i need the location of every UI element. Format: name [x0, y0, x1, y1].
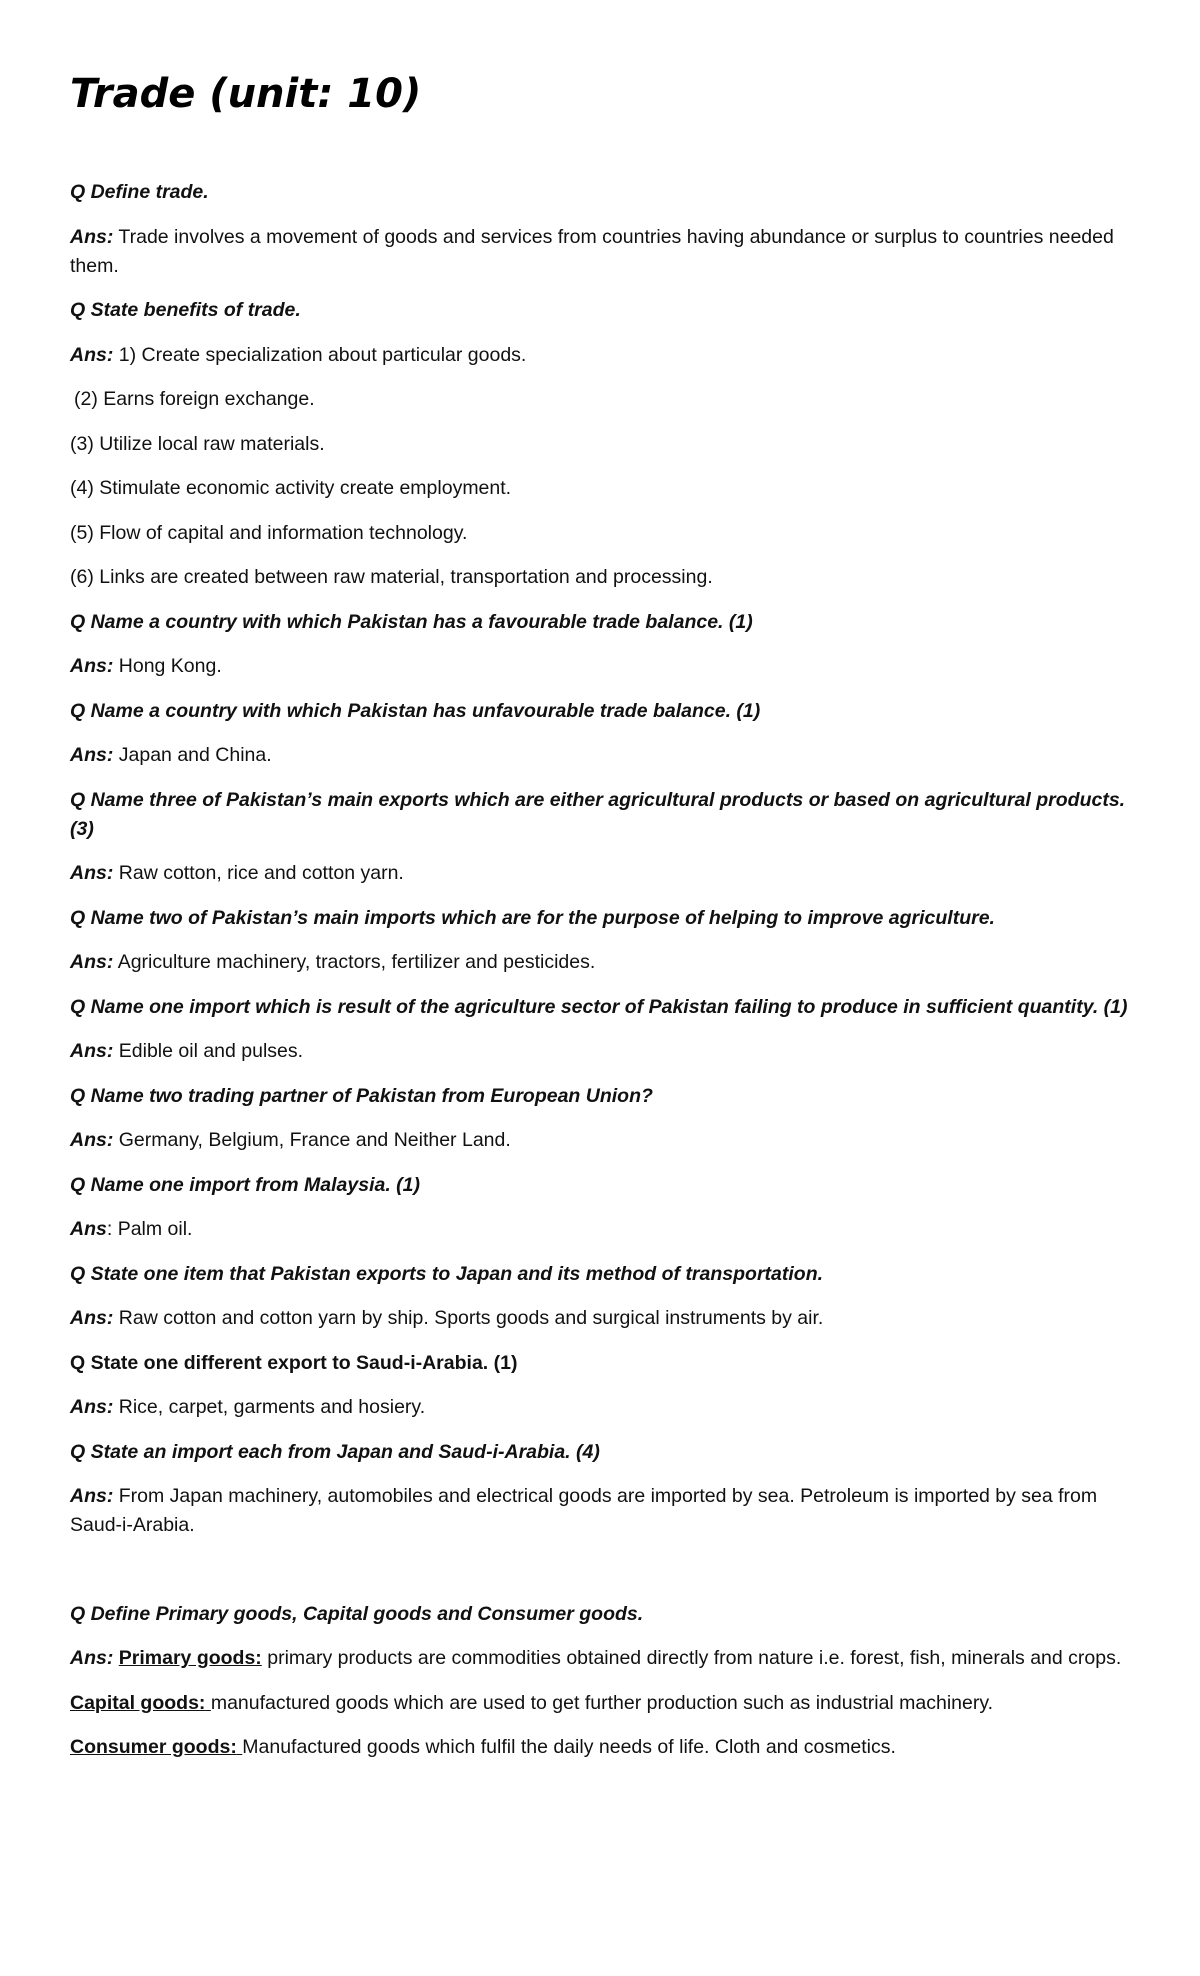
ans-label: Ans:: [70, 1307, 114, 1329]
ans-label: Ans:: [70, 1040, 114, 1062]
ans-label: Ans:: [70, 1485, 114, 1507]
ans-label: Ans:: [70, 1129, 114, 1151]
answer-text: From Japan machinery, automobiles and electrical goods are imported by sea. Petroleum is imported by sea from Saud-i-Arabia.: [70, 1485, 1098, 1536]
term-label: Consumer goods:: [70, 1736, 237, 1758]
answer-text: Rice, carpet, garments and hosiery.: [118, 1396, 426, 1418]
question: Q State one different export to Saud-i-Arabia. (1): [70, 1351, 518, 1374]
ans-label: Ans:: [70, 225, 114, 248]
ans-label: Ans:: [70, 744, 114, 766]
blank-line: [70, 1556, 1135, 1600]
question: Q Name one import which is result of the agriculture sector of Pakistan failing to produce in sufficient quantity. (1): [70, 995, 1128, 1018]
answer: [70, 1037, 1135, 1066]
ans-label: Ans:: [70, 1396, 114, 1418]
term-label: Primary goods:: [118, 1647, 262, 1669]
ans-label: Ans:: [70, 343, 114, 366]
answer-text: 1) Create specialization about particular goods.: [118, 343, 527, 366]
answer-text: Japan and China.: [118, 744, 272, 766]
benefit-item: (3) Utilize local raw materials.: [70, 432, 325, 455]
answer: Ans: Palm oil.: [70, 1218, 193, 1240]
answer: [70, 741, 1135, 770]
question: Q Name a country with which Pakistan has unfavourable trade balance. (1): [70, 699, 761, 722]
answer: [70, 1304, 1135, 1333]
definition: [70, 1689, 1135, 1718]
question: Q Name one import from Malaysia. (1): [70, 1173, 421, 1196]
page-title: Trade (unit: 10): [70, 71, 422, 117]
term-label: Capital goods:: [70, 1691, 206, 1714]
question: Q Define trade.: [70, 181, 209, 203]
ans-label: Ans:: [70, 655, 114, 677]
answer: [70, 652, 1135, 681]
question: Q State one item that Pakistan exports to Japan and its method of transportation.: [70, 1262, 824, 1285]
answer: [70, 1482, 1135, 1540]
definition-text: Manufactured goods which fulfil the daily needs of life. Cloth and cosmetics.: [242, 1736, 896, 1758]
answer-text: Agriculture machinery, tractors, fertilizer and pesticides.: [117, 951, 596, 973]
answer: [70, 1393, 1135, 1422]
definition-text: primary products are commodities obtained directly from nature i.e. forest, fish, minerals and crops.: [267, 1647, 1122, 1669]
answer-text: Hong Kong.: [118, 655, 222, 677]
answer: [70, 1126, 1135, 1155]
benefit-item: (4) Stimulate economic activity create employment.: [70, 477, 512, 499]
document-body: [70, 178, 1135, 1778]
benefit-item: (2) Earns foreign exchange.: [74, 388, 315, 410]
definition: [70, 1733, 1135, 1762]
answer-text: Raw cotton and cotton yarn by ship. Sports goods and surgical instruments by air.: [118, 1307, 824, 1329]
ans-label: Ans:: [70, 951, 114, 973]
answer: [70, 341, 1135, 370]
question: Q State benefits of trade.: [70, 299, 301, 321]
question: Q Name three of Pakistan’s main exports which are either agricultural products or based on agricultural products. (3): [70, 788, 1126, 840]
question: Q State an import each from Japan and Saud-i-Arabia. (4): [70, 1440, 600, 1463]
ans-label: Ans: [70, 1218, 107, 1240]
answer: [70, 1644, 1135, 1673]
answer-text: Raw cotton, rice and cotton yarn.: [118, 862, 404, 884]
answer-text: Trade involves a movement of goods and services from countries having abundance or surplus to countries needed them.: [70, 225, 1114, 277]
question: Q Define Primary goods, Capital goods and Consumer goods.: [70, 1602, 644, 1625]
answer: [70, 223, 1135, 281]
answer-text: Palm oil.: [117, 1218, 193, 1240]
answer-text: Germany, Belgium, France and Neither Land.: [118, 1129, 511, 1151]
answer: [70, 948, 1135, 977]
benefit-item: (5) Flow of capital and information technology.: [70, 521, 468, 544]
definition-text: manufactured goods which are used to get further production such as industrial machinery.: [210, 1691, 994, 1714]
question: Q Name two trading partner of Pakistan from European Union?: [70, 1084, 653, 1107]
ans-label: Ans:: [70, 862, 114, 884]
answer-text: Edible oil and pulses.: [118, 1040, 304, 1062]
ans-label: Ans:: [70, 1647, 114, 1669]
question: Q Name two of Pakistan’s main imports which are for the purpose of helping to improve agriculture.: [70, 906, 995, 929]
benefit-item: (6) Links are created between raw material, transportation and processing.: [70, 566, 713, 588]
question: Q Name a country with which Pakistan has a favourable trade balance. (1): [70, 610, 753, 633]
answer: [70, 859, 1135, 888]
